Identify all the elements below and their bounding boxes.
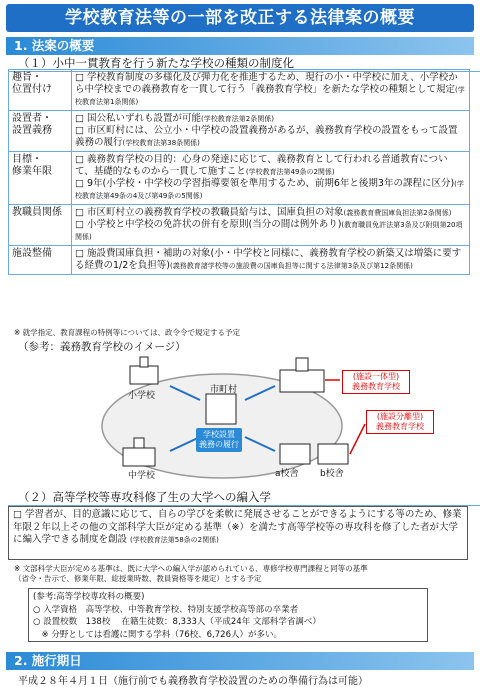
section-1-bar: 1. 法案の概要 xyxy=(6,37,474,55)
list-item xyxy=(75,207,466,219)
item-text: 義務教育学校の目的：心身の発達に応じて、義務教育として行われる普通教育について、基礎的なものから一貫して施すこと xyxy=(75,154,448,177)
ref-line: ○ 入学資格 高等学校、中等教育学校、特別支援学校高等部の卒業者 xyxy=(33,604,299,615)
row-content xyxy=(72,111,470,152)
checkbox-icon: □ xyxy=(75,154,87,165)
checkbox-icon: □ xyxy=(75,219,87,230)
list-item xyxy=(75,178,466,202)
item-text: 施設費国庫負担・補助の対象(小・中学校と同様に、義務教育学校の新築又は増築に要する経費の1/2を負担等) xyxy=(75,248,462,271)
subheading-1: （１）小中一貫教育を行う新たな学校の種類の制度化 xyxy=(18,56,294,70)
row-label: 施設整備 xyxy=(9,246,72,275)
middle-label: 中学校 xyxy=(128,471,156,481)
checkbox-icon: □ xyxy=(75,207,87,218)
separated-type-box: (施設分離型) 義務教育学校 xyxy=(366,410,434,434)
row-label: 設置者・ 設置義務 xyxy=(9,111,72,152)
subheading-2: （２）高等学校等専攻科修了生の大学への編入学 xyxy=(18,490,271,504)
transfer-text: 学習者が、目的意識に応じて、自らの学びを柔軟に発展させることができるようにする等のため、修業年限２年以上その他の文部科学大臣が定める基準（※）を満たす高等学校等の専攻科を修了した者が大学に編入学できる制度を創設 xyxy=(13,509,462,545)
list-item xyxy=(75,219,466,243)
item-citation: (義務教育費国庫負担法第2条関係) xyxy=(343,209,452,217)
transfer-citation: (学校教育法第58条の2関係) xyxy=(130,536,219,544)
note-2: ※ 文部科学大臣が定める基準は、既に大学への編入学が認められている、専修学校専門課程と同等の基準 （省令・告示で、修業年限、総授業時数、教員資格等を規定）とする予定 xyxy=(14,564,368,583)
table-row xyxy=(9,152,470,205)
school-b-label: b校舎 xyxy=(320,469,344,479)
list-item xyxy=(75,154,466,178)
section-2-bar: 2. 施行期日 xyxy=(6,652,474,670)
row-label: 目標・ 修業年限 xyxy=(9,152,72,205)
overview-table xyxy=(8,69,470,275)
obligation-box: 学校設置 義務の履行 xyxy=(196,428,242,452)
item-text: 市区町村には、公立小・中学校の設置義務があるが、義務教育学校の設置をもって設置義務の履行 xyxy=(75,125,458,148)
city-label: 市町村 xyxy=(210,385,238,395)
ref-line: ※ 分野としては看護に関する学科（76校、6,726人）が多い。 xyxy=(33,629,282,640)
item-citation: (学校教育法第49条の4及び第49条の5関係) xyxy=(75,180,464,200)
checkbox-icon: □ xyxy=(75,248,87,259)
page-title: 学校教育法等の一部を改正する法律案の概要 xyxy=(6,4,474,32)
checkbox-icon: □ xyxy=(13,509,22,520)
checkbox-icon: □ xyxy=(75,178,87,189)
item-text: 9年(小学校・中学校の学習指導要領を準用するため、前期6年と後期3年の課程に区分) xyxy=(87,178,455,189)
item-citation: (学校教育法第1条関係) xyxy=(75,86,465,106)
item-text: 学校教育制度の多様化及び弾力化を推進するため、現行の小・中学校に加え、小学校から中学校までの義務教育を一貫して行う「義務教育学校」を新たな学校の種類として規定 xyxy=(75,72,458,95)
table-row xyxy=(9,70,470,111)
list-item xyxy=(75,125,466,149)
list-item xyxy=(75,113,466,125)
row-label: 趣旨・ 位置付け xyxy=(9,70,72,111)
row-content xyxy=(72,246,470,275)
checkbox-icon: □ xyxy=(75,113,87,124)
checkbox-icon: □ xyxy=(75,72,87,83)
school-a-label: a校舎 xyxy=(275,469,299,479)
item-text: 市区町村立の義務教育学校の教職員給与は、国庫負担の対象 xyxy=(87,207,344,218)
note-1: ※ 就学指定、教育課程の特例等については、政令令で規定する予定 xyxy=(14,328,241,337)
reference-box xyxy=(28,588,428,642)
table-row xyxy=(9,111,470,152)
checkbox-icon: □ xyxy=(75,125,87,136)
row-content xyxy=(72,205,470,246)
table-row xyxy=(9,246,470,275)
ref-line: (参考:高等学校専攻科の概要) xyxy=(33,592,145,602)
integrated-type-box: (施設一体型) 義務教育学校 xyxy=(342,370,410,394)
item-citation: (学校教育法第49条の2関係) xyxy=(245,168,335,176)
item-text: 小学校と中学校の免許状の併有を原則(当分の間は例外あり) xyxy=(87,219,342,230)
item-citation: (教育職員免許法第3条及び附則第20項関係) xyxy=(75,221,463,241)
effective-date: 平成２８年４月１日（施行前でも義務教育学校設置のための準備行為は可能） xyxy=(18,676,368,687)
row-content xyxy=(72,70,470,111)
row-label: 教職員関係 xyxy=(9,205,72,246)
transfer-box xyxy=(8,506,468,560)
reference-title: （参考：義務教育学校のイメージ） xyxy=(18,341,186,353)
table-row xyxy=(9,205,470,246)
ref-line: ○ 設置校数 138校 在籍生徒数：8,333人（平成24年 文部科学省調べ） xyxy=(33,617,321,627)
elementary-label: 小学校 xyxy=(128,391,156,401)
row-content xyxy=(72,152,470,205)
list-item xyxy=(75,248,466,272)
item-citation: (義務教育諸学校等の施設費の国庫負担等に関する法律第3条及び第12条関係) xyxy=(170,262,413,270)
item-citation: (学校教育法第2条関係) xyxy=(201,115,274,123)
list-item xyxy=(75,72,466,108)
item-text: 国公私いずれも設置が可能 xyxy=(87,113,202,124)
item-citation: (学校教育法第38条関係) xyxy=(122,139,200,147)
